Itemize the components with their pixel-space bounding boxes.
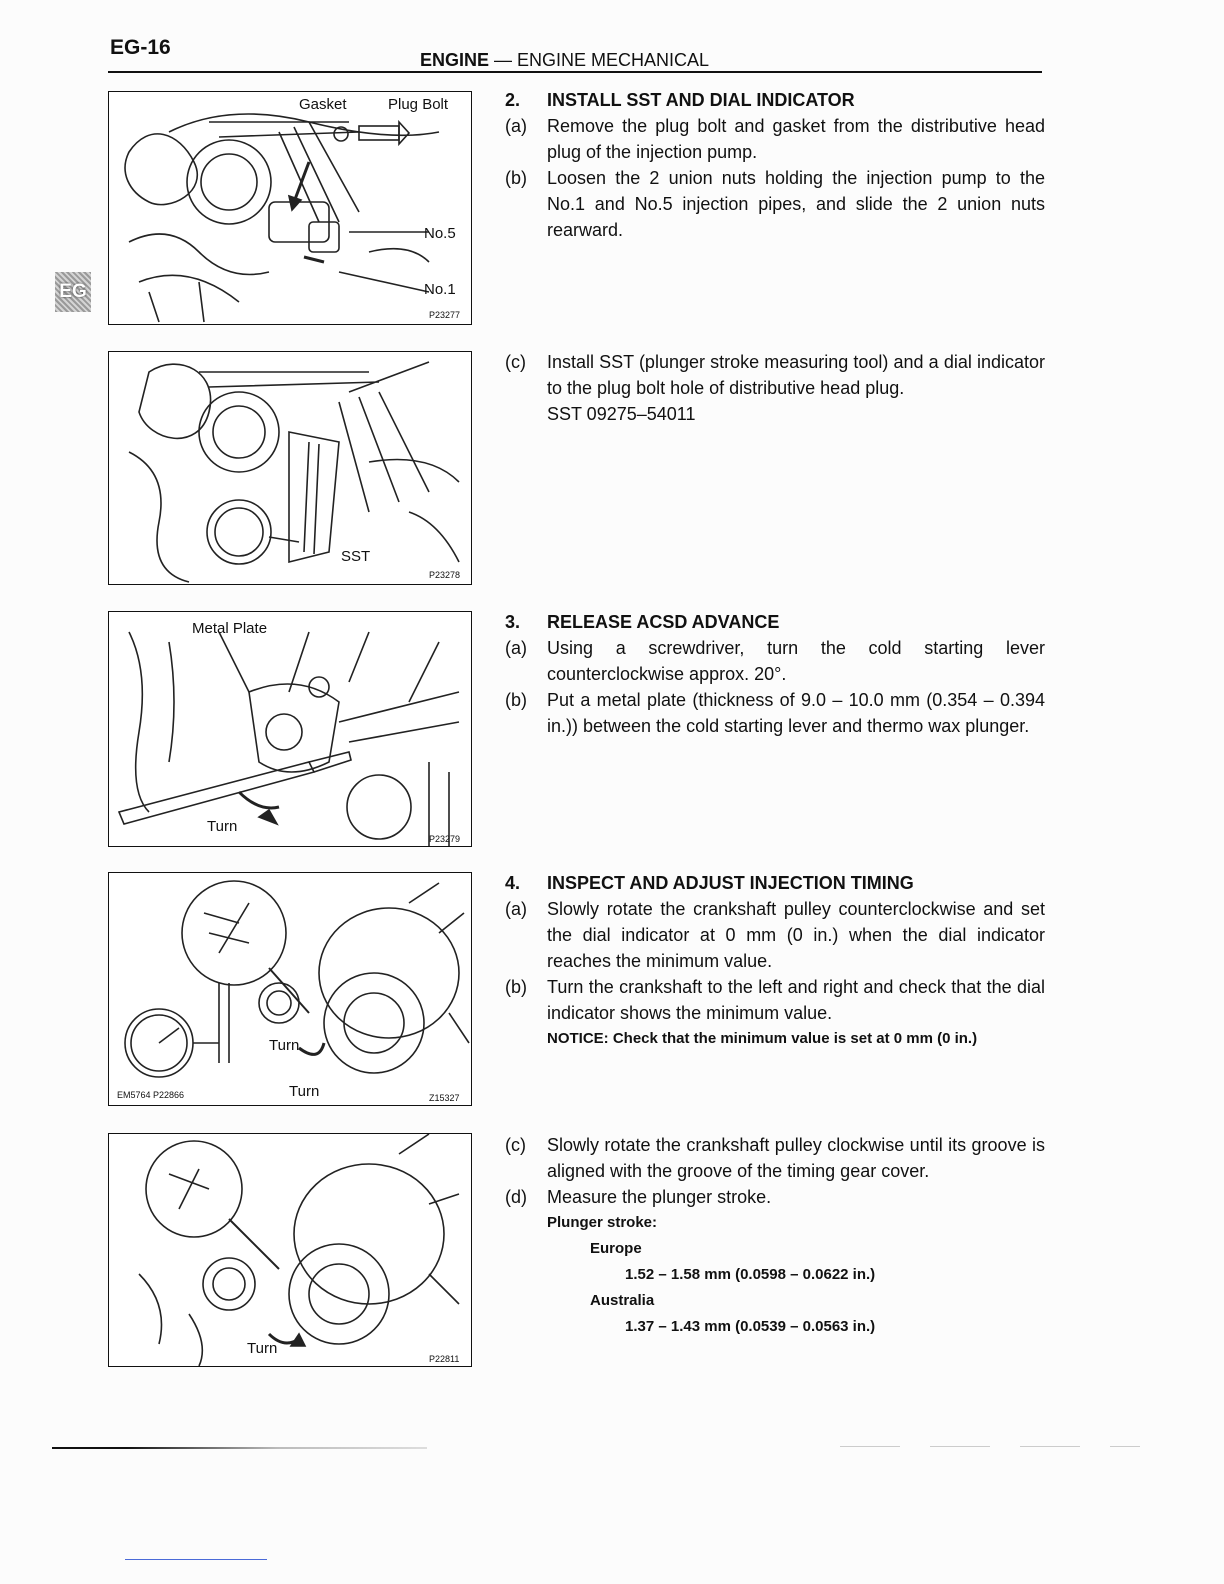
spec-europe-label-row <box>505 1236 1045 1262</box>
figure-metal-plate <box>108 611 472 847</box>
step-4-cont <box>505 1132 1045 1340</box>
item-key: (b) <box>505 690 527 710</box>
engine-illustration-2 <box>109 352 471 584</box>
step-2a <box>505 113 1045 165</box>
engine-illustration-4 <box>109 873 471 1105</box>
page-header <box>420 50 709 71</box>
step-4c <box>505 1132 1045 1184</box>
item-text: Measure the plunger stroke. <box>547 1187 772 1207</box>
spec-australia-value-row <box>505 1314 1045 1340</box>
item-text: Install SST (plunger stroke measuring tool) and a dial indicator to the plug bolt hole of distributive head plug. <box>547 352 1045 398</box>
item-key: (a) <box>505 116 527 136</box>
step-3-heading <box>505 609 1045 635</box>
step-3 <box>505 609 1045 739</box>
notice-text: NOTICE: Check that the minimum value is set at 0 mm (0 in.) <box>547 1030 978 1047</box>
item-key: (a) <box>505 899 527 919</box>
step-4 <box>505 870 1045 1051</box>
step-title: INSTALL SST AND DIAL INDICATOR <box>547 90 855 110</box>
spec-australia-label-row <box>505 1288 1045 1314</box>
step-4d <box>505 1184 1045 1210</box>
figure-code: P23277 <box>429 310 461 320</box>
header-separator: — <box>489 50 518 70</box>
item-text: Remove the plug bolt and gasket from the distributive head plug of the injection pump. <box>547 116 1045 162</box>
engine-illustration-1 <box>109 92 471 324</box>
footer-rule-dashed <box>840 1446 1140 1447</box>
engine-illustration-3 <box>109 612 471 846</box>
step-number: 3. <box>505 612 521 632</box>
header-rule <box>108 71 1042 73</box>
item-key: (a) <box>505 638 527 658</box>
item-text: Using a screwdriver, turn the cold starting lever counterclockwise approx. 20°. <box>547 638 1045 684</box>
step-4-heading <box>505 870 1045 896</box>
page-number: EG-16 <box>110 36 171 59</box>
item-text: Slowly rotate the crankshaft pulley counterclockwise and set the dial indicator at 0 mm (0 in.) when the dial indicator reaches the minimum value. <box>547 899 1045 971</box>
step-2 <box>505 87 1045 243</box>
step-4a <box>505 896 1045 974</box>
scan-artifact-line <box>125 1559 267 1560</box>
label-turn: Turn <box>247 1340 278 1357</box>
item-key: (c) <box>505 1135 526 1155</box>
header-section: ENGINE <box>420 50 490 70</box>
spec-europe-value: 1.52 – 1.58 mm (0.0598 – 0.0622 in.) <box>625 1266 876 1283</box>
label-turn-lower: Turn <box>289 1083 320 1100</box>
step-3a <box>505 635 1045 687</box>
step-2b <box>505 165 1045 243</box>
item-text: Turn the crankshaft to the left and right and check that the dial indicator shows the minimum value. <box>547 977 1045 1023</box>
section-tab: EG <box>55 272 91 312</box>
label-plug-bolt: Plug Bolt <box>388 96 449 113</box>
label-no1: No.1 <box>424 281 456 298</box>
figure-plug-bolt <box>108 91 472 325</box>
header-subsection: ENGINE MECHANICAL <box>517 50 710 70</box>
figure-code-left: EM5764 P22866 <box>117 1090 185 1100</box>
item-text: Put a metal plate (thickness of 9.0 – 10.0 mm (0.354 – 0.394 in.)) between the cold starting lever and thermo wax plunger. <box>547 690 1045 736</box>
label-turn-upper: Turn <box>269 1037 300 1054</box>
item-key: (c) <box>505 352 526 372</box>
figure-code: P23279 <box>429 834 461 844</box>
figure-code: P22811 <box>429 1354 460 1364</box>
step-title: RELEASE ACSD ADVANCE <box>547 612 780 632</box>
step-2c-sst <box>505 401 1045 427</box>
item-text: Loosen the 2 union nuts holding the injection pump to the No.1 and No.5 injection pipes, and slide the 2 union nuts rearward. <box>547 168 1045 240</box>
step-2c-block <box>505 349 1045 427</box>
label-sst: SST <box>341 548 371 565</box>
item-key: (d) <box>505 1187 527 1207</box>
label-turn: Turn <box>207 818 238 835</box>
spec-europe-value-row <box>505 1262 1045 1288</box>
figure-sst-install <box>108 351 472 585</box>
spec-australia-label: Australia <box>590 1292 655 1309</box>
step-2c <box>505 349 1045 401</box>
step-2-heading <box>505 87 1045 113</box>
step-4b-notice <box>505 1026 1045 1051</box>
label-gasket: Gasket <box>299 96 347 113</box>
spec-europe-label: Europe <box>590 1240 642 1257</box>
step-4b <box>505 974 1045 1026</box>
label-no5: No.5 <box>424 225 456 242</box>
sst-number: SST 09275–54011 <box>547 404 696 424</box>
item-text: Slowly rotate the crankshaft pulley clockwise until its groove is aligned with the groove of the timing gear cover. <box>547 1135 1045 1181</box>
step-title: INSPECT AND ADJUST INJECTION TIMING <box>547 873 914 893</box>
engine-illustration-5 <box>109 1134 471 1366</box>
step-3b <box>505 687 1045 739</box>
item-key: (b) <box>505 977 527 997</box>
footer-rule <box>52 1447 427 1449</box>
label-metal-plate: Metal Plate <box>192 620 268 637</box>
figure-plunger-stroke <box>108 1133 472 1367</box>
step-number: 2. <box>505 90 521 110</box>
figure-code: P23278 <box>429 570 461 580</box>
step-number: 4. <box>505 873 521 893</box>
figure-code: Z15327 <box>429 1093 460 1103</box>
item-key: (b) <box>505 168 527 188</box>
spec-title: Plunger stroke: <box>547 1214 658 1231</box>
spec-title-row <box>505 1210 1045 1236</box>
spec-australia-value: 1.37 – 1.43 mm (0.0539 – 0.0563 in.) <box>625 1318 876 1335</box>
figure-dial-indicator <box>108 872 472 1106</box>
